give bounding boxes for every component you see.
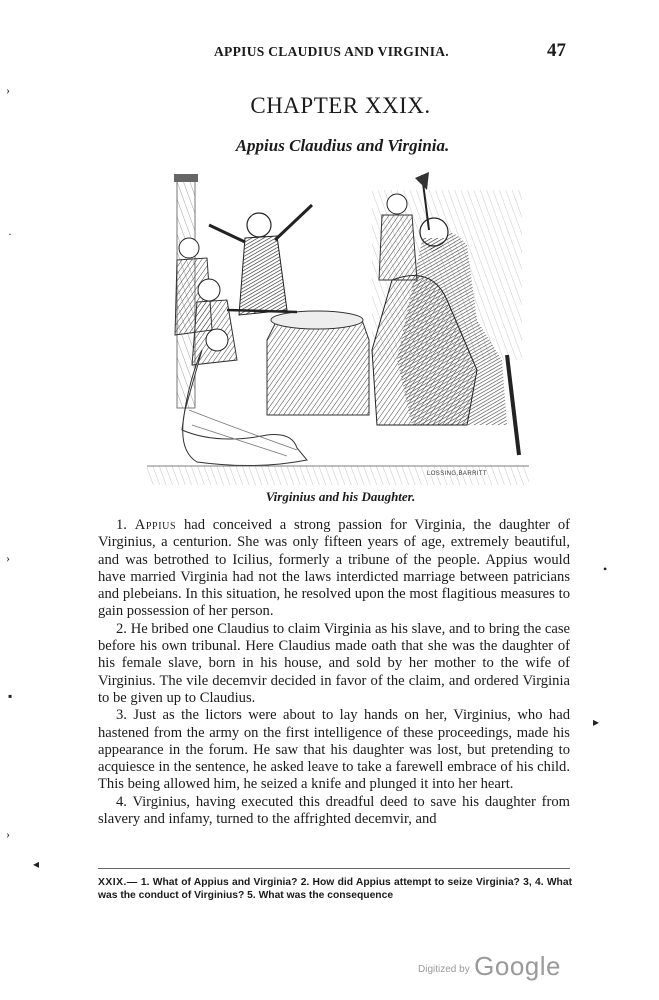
margin-mark: ▸ — [593, 715, 600, 729]
margin-mark: · — [8, 227, 12, 241]
paragraph-text: had conceived a strong passion for Virginia, the daughter of Virginius, a centurion. She was only fifteen years of age, extremely beautiful, and was betrothed to Icilius, formerly a tribune of the people. Appius would have married Virginia had not the laws interdicted marriage between patricians and plebeians. In this situation, he resolved upon the most flagitious measures to gain possession of her person. — [98, 517, 570, 620]
margin-mark: › — [6, 827, 10, 841]
questions-label: XXIX.— — [98, 877, 138, 888]
paragraph — [98, 794, 570, 829]
margin-mark: • — [603, 562, 608, 576]
paragraph-text: He bribed one Claudius to claim Virginia as his slave, and to bring the case before his own tribunal. Here Claudius made oath that she was the daughter of his female slave, born in his house, and sold by her mother to the wife of Virginius. The vile decemvir decided in favor of the claim, and ordered Virginia to be given up to Claudius. — [98, 620, 571, 706]
questions-text: 1. What of Appius and Virginia? 2. How did Appius attempt to seize Virginia? 3, 4. What was the conduct of Virginius? 5. What was the consequence — [98, 877, 572, 901]
paragraph-text: Just as the lictors were about to lay hands on her, Virginius, who had hastened from the army on the first intelligence of these proceedings, made his appearance in the forum. He saw that his daughter was lost, but pretending to acquiesce in the sentence, he asked leave to take a farewell embrace of his child. This being allowed him, he seized a knife and plunged it into her heart. — [98, 707, 570, 793]
chapter-subtitle: Appius Claudius and Virginia. — [235, 136, 450, 155]
paragraph-lead-word: Appius — [134, 517, 177, 533]
body-text — [98, 517, 570, 828]
engraving-drawing — [147, 170, 529, 485]
digitized-watermark — [418, 951, 561, 982]
study-questions — [98, 877, 572, 902]
engraving-illustration — [147, 170, 529, 485]
margin-mark: ◂ — [33, 857, 40, 871]
margin-mark: › — [6, 551, 10, 565]
margin-mark: ▪ — [8, 689, 13, 703]
footnote-divider — [98, 868, 570, 869]
watermark-brand: Google — [474, 951, 561, 981]
paragraph — [98, 621, 570, 707]
paragraph-number: 1. — [116, 517, 127, 533]
illustration-caption: Virginius and his Daughter. — [265, 489, 416, 504]
paragraph-text: Virginius, having executed this dreadful deed to save his daughter from slavery and infamy, turned to the affrighted decemvir, and — [98, 793, 570, 828]
paragraph — [98, 707, 570, 793]
paragraph-number: 3. — [116, 707, 127, 724]
page-number: 47 — [547, 40, 566, 61]
engraver-credit: LOSSING,BARRITT — [426, 471, 487, 477]
paragraph — [98, 517, 570, 621]
paragraph-number: 4. — [116, 793, 127, 810]
paragraph-number: 2. — [116, 620, 127, 637]
watermark-prefix: Digitized by — [418, 964, 470, 975]
chapter-title: CHAPTER XXIX. — [250, 93, 431, 118]
margin-mark: › — [6, 83, 10, 97]
running-head: APPIUS CLAUDIUS AND VIRGINIA. — [214, 44, 449, 59]
